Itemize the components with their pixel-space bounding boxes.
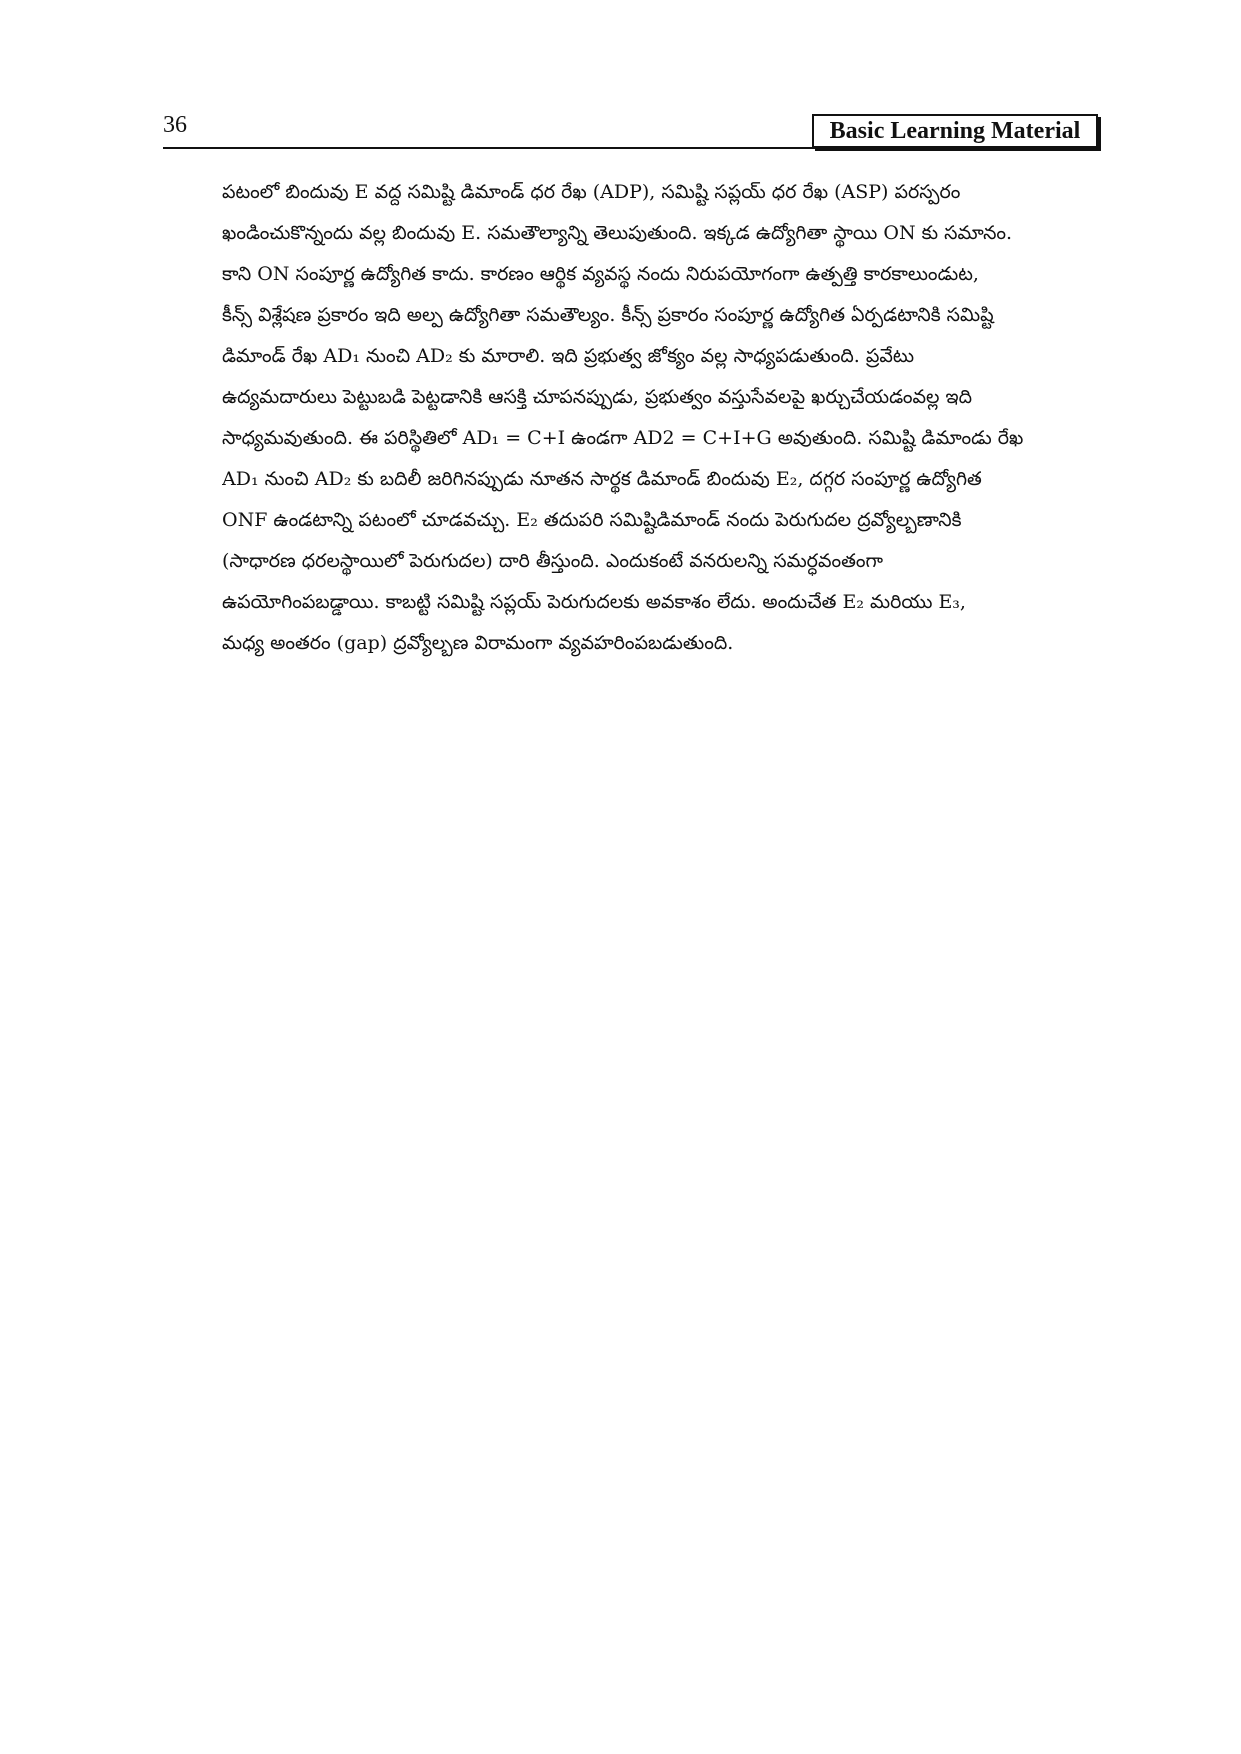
text-line: ONF ఉండటాన్ని పటంలో చూడవచ్చు. E₂ తదుపరి సమిష్టిడిమాండ్ నందు పెరుగుదల ద్రవ్యోల్బణానికి xyxy=(222,509,962,531)
text-line: సాధ్యమవుతుంది. ఈ పరిస్థితిలో AD₁ = C+I ఉండగా AD2 = C+I+G అవుతుంది. సమిష్టి డిమాండు రేఖ xyxy=(222,427,1024,449)
header-rule xyxy=(163,147,1100,149)
text-line: ఉద్యమదారులు పెట్టుబడి పెట్టడానికి ఆసక్తి చూపనప్పుడు, ప్రభుత్వం వస్తుసేవలపై ఖర్చుచేయడంవల్ల ఇది xyxy=(222,386,973,408)
body-paragraph xyxy=(222,172,1102,664)
text-line: కీన్స్ విశ్లేషణ ప్రకారం ఇది అల్ప ఉద్యోగితా సమతౌల్యం. కీన్స్ ప్రకారం సంపూర్ణ ఉద్యోగిత ఏర్పడటానికి సమిష్టి xyxy=(222,304,994,326)
text-line: పటంలో బిందువు E వద్ద సమిష్టి డిమాండ్ ధర రేఖ (ADP), సమిష్టి సప్లయ్ ధర రేఖ (ASP) పరస్పరం xyxy=(222,181,961,203)
text-line: డిమాండ్ రేఖ AD₁ నుంచి AD₂ కు మారాలి. ఇది ప్రభుత్వ జోక్యం వల్ల సాధ్యపడుతుంది. ప్రవేటు xyxy=(222,345,915,367)
text-line: మధ్య అంతరం (gap) ద్రవ్యోల్బణ విరామంగా వ్యవహరింపబడుతుంది. xyxy=(222,632,734,654)
text-line: ఖండించుకొన్నందు వల్ల బిందువు E. సమతౌల్యాన్ని తెలుపుతుంది. ఇక్కడ ఉద్యోగితా స్థాయి ON కు సమానం. xyxy=(222,222,1013,244)
text-line: (సాధారణ ధరలస్థాయిలో పెరుగుదల) దారి తీస్తుంది. ఎందుకంటే వనరులన్ని సమర్ధవంతంగా xyxy=(222,550,883,572)
text-line: ఉపయోగింపబడ్డాయి. కాబట్టి సమిష్టి సప్లయ్ పెరుగుదలకు అవకాశం లేదు. అందుచేత E₂ మరియు E₃, xyxy=(222,591,966,613)
text-line: AD₁ నుంచి AD₂ కు బదిలీ జరిగినప్పుడు నూతన సార్థక డిమాండ్ బిందువు E₂, దగ్గర సంపూర్ణ ఉద్యోగిత xyxy=(222,468,982,490)
text-line: కాని ON సంపూర్ణ ఉద్యోగిత కాదు. కారణం ఆర్థిక వ్యవస్థ నందు నిరుపయోగంగా ఉత్పత్తి కారకాలుండుట, xyxy=(222,263,979,285)
page-number: 36 xyxy=(163,112,187,138)
header-title-box: Basic Learning Material xyxy=(812,114,1098,148)
